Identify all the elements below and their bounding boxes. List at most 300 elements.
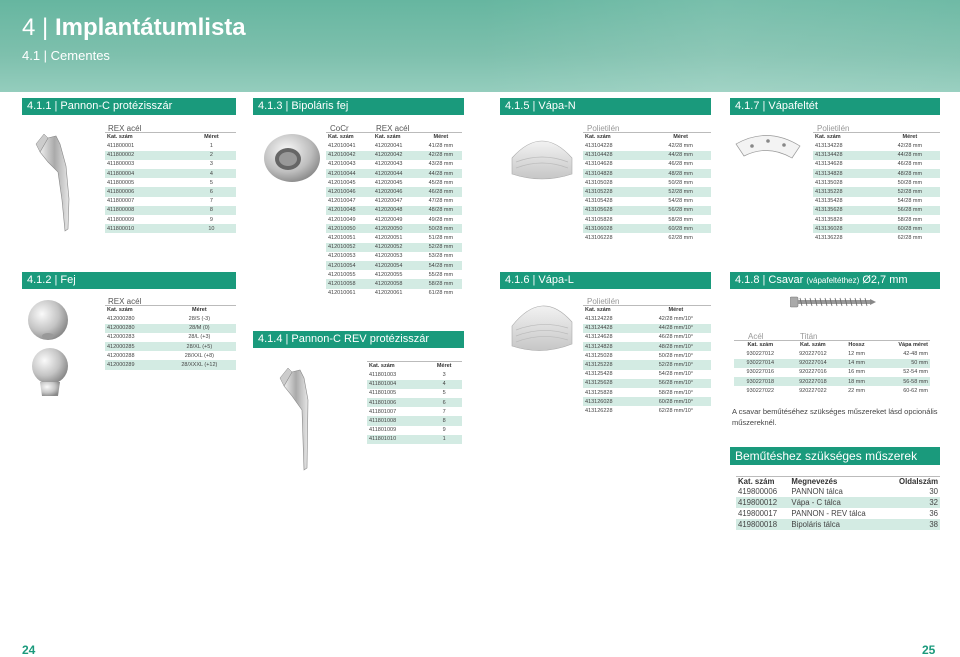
- table-row: [813, 187, 940, 196]
- table-cell: 52/28 mm: [650, 187, 711, 196]
- table-cell: 413124628: [585, 334, 613, 341]
- table-row: [367, 407, 462, 416]
- table-cell: 52/28 mm/10°: [641, 360, 711, 369]
- table-row: [583, 324, 711, 333]
- table-cell: 412010051: [328, 234, 356, 241]
- col-meret: Méret: [641, 306, 711, 315]
- table-row: [736, 508, 940, 519]
- table-cell: 413136228: [815, 234, 843, 241]
- table-cell: 413135028: [815, 179, 843, 186]
- table-cell: 419800006: [738, 487, 778, 496]
- table-cell: 411800008: [105, 206, 187, 215]
- table-cell: 28/XL (+5): [163, 342, 236, 351]
- table-cell: 419800012: [736, 497, 789, 508]
- table-cell: 10: [187, 224, 236, 233]
- table-cell: 413125228: [583, 360, 641, 369]
- table-row: [326, 215, 462, 224]
- table-cell: 43/28 mm: [428, 161, 454, 168]
- table-cell: 413105428: [585, 198, 613, 205]
- table-row: [734, 386, 930, 395]
- table-row: [326, 270, 462, 279]
- table-cell: 62/28 mm/10°: [658, 407, 694, 414]
- section-4-1-8: 4.1.8 | Csavar (vápafeltéthez) Ø2,7 mm: [730, 272, 940, 289]
- table-row: [326, 233, 462, 242]
- table-cell: 412020052: [373, 243, 420, 252]
- table-cell: 413104628: [585, 161, 613, 168]
- table-cell: 7: [442, 408, 446, 415]
- table-cell: 930227018: [734, 377, 787, 386]
- table-cell: 920227014: [787, 359, 840, 368]
- table-cell: 920227022: [799, 387, 827, 394]
- table-row: [813, 197, 940, 206]
- table-row: [326, 279, 462, 288]
- tools-table: [736, 476, 940, 530]
- table-row: [813, 151, 940, 160]
- table-cell: 42/28 mm: [897, 143, 923, 150]
- table-row: [583, 151, 711, 160]
- table-cell: 60-62 mm: [903, 387, 928, 394]
- table-cell: 411800002: [105, 151, 187, 160]
- screw-table: [734, 340, 930, 395]
- table-cell: 3: [442, 372, 446, 379]
- table-row: [734, 359, 930, 368]
- table-row: [367, 416, 462, 425]
- table-cell: 14 mm: [839, 359, 874, 368]
- table-row: [813, 233, 940, 242]
- table-cell: 412010054: [326, 261, 373, 270]
- table-cell: 30: [929, 487, 938, 496]
- table-cell: 411800009: [107, 216, 135, 223]
- table-cell: 413105228: [583, 187, 650, 196]
- table-row: [813, 206, 940, 215]
- table-row: [105, 151, 236, 160]
- table-cell: 18 mm: [839, 377, 874, 386]
- table-row: [105, 315, 236, 324]
- table-cell: 42/28 mm: [668, 143, 693, 150]
- table-cell: Vápa - C tálca: [789, 497, 886, 508]
- table-cell: 46/28 mm/10°: [658, 334, 694, 341]
- screw-note: A csavar beműtéséhez szükséges műszereket lásd opcionális műszereknél.: [732, 407, 938, 427]
- table-cell: 50/28 mm: [668, 179, 693, 186]
- table-cell: 413105028: [585, 179, 613, 186]
- table-row: [326, 252, 462, 261]
- table-cell: 8: [426, 416, 462, 425]
- table-cell: 412020050: [373, 224, 420, 233]
- table-cell: 412000289: [105, 360, 163, 369]
- table-cell: 930227016: [746, 369, 775, 376]
- table-row: [813, 178, 940, 187]
- table-cell: 412020047: [374, 198, 403, 205]
- table-row: [326, 243, 462, 252]
- table-row: [734, 368, 930, 377]
- table-cell: 413125428: [585, 371, 613, 378]
- table-cell: 413125828: [585, 389, 613, 396]
- table-cell: 413106228: [585, 234, 613, 241]
- table-row: [583, 342, 711, 351]
- table-cell: 412010049: [328, 216, 356, 223]
- table-cell: 412010047: [328, 198, 356, 205]
- table-cell: 44/28 mm/10°: [641, 324, 711, 333]
- table-cell: 419800017: [738, 509, 778, 518]
- stem-image: [34, 124, 84, 234]
- table-cell: 44/28 mm: [650, 151, 711, 160]
- table-cell: 60/28 mm/10°: [641, 397, 711, 406]
- table-row: [736, 497, 940, 508]
- table-cell: 8: [187, 206, 236, 215]
- table-cell: 58/28 mm/10°: [658, 389, 694, 396]
- table-cell: 412020041: [374, 143, 403, 150]
- vapafeltet-image: [732, 132, 804, 172]
- table-cell: 413126028: [583, 397, 641, 406]
- table-row: [326, 142, 462, 151]
- table-cell: 411801010: [367, 435, 426, 444]
- col-kat-acel: Kat. szám: [734, 341, 787, 350]
- col-kat: Kat. szám: [736, 477, 789, 487]
- table-cell: Bipoláris tálca: [789, 519, 886, 530]
- table-cell: 62/28 mm: [897, 234, 923, 241]
- vapa-n-image: [508, 130, 576, 186]
- table-cell: 62/28 mm: [668, 234, 693, 241]
- table-row: [367, 389, 462, 398]
- table-cell: 50 mm: [874, 359, 930, 368]
- table-cell: 413135828: [815, 216, 843, 223]
- table-cell: 16 mm: [848, 369, 865, 376]
- table-row: [583, 169, 711, 178]
- table-cell: 9: [442, 427, 446, 434]
- table-cell: 55/28 mm: [428, 271, 454, 278]
- table-cell: 412020054: [373, 261, 420, 270]
- col-kat: Kat. szám: [583, 133, 650, 142]
- table-cell: 56/28 mm: [880, 206, 940, 215]
- table-cell: 54/28 mm/10°: [658, 371, 694, 378]
- table-row: [367, 426, 462, 435]
- table-cell: 3: [209, 161, 213, 168]
- table-cell: 411800003: [107, 161, 135, 168]
- table-cell: 52/28 mm: [420, 243, 462, 252]
- table-cell: 413135428: [815, 198, 843, 205]
- table-cell: 412020044: [373, 169, 420, 178]
- table-row: [583, 206, 711, 215]
- table-cell: 28/L (+3): [188, 334, 211, 341]
- table-row: [326, 289, 462, 298]
- table-row: [105, 351, 236, 360]
- table-cell: 56-58 mm: [874, 377, 930, 386]
- table-row: [367, 371, 462, 380]
- table-cell: 412010052: [326, 243, 373, 252]
- table-cell: 413136028: [813, 224, 880, 233]
- table-cell: 412020058: [373, 279, 420, 288]
- chapter-title: 4 | Implantátumlista: [22, 14, 246, 41]
- table-row: [105, 197, 236, 206]
- group-polietilen-feltet: Polietilén: [817, 124, 850, 133]
- col-vapa-meret: Vápa méret: [874, 341, 930, 350]
- table-cell: 412020051: [374, 234, 403, 241]
- table-cell: 28/XXL (+8): [184, 352, 215, 359]
- table-cell: 930227012: [746, 351, 775, 358]
- table-cell: 413135628: [813, 206, 880, 215]
- table-cell: 411801008: [367, 416, 426, 425]
- table-cell: 412000283: [107, 334, 135, 341]
- table-row: [583, 360, 711, 369]
- table-row: [813, 215, 940, 224]
- table-cell: 413104428: [583, 151, 650, 160]
- table-cell: 413135228: [813, 187, 880, 196]
- table-cell: 412010046: [326, 187, 373, 196]
- table-cell: 413124428: [583, 324, 641, 333]
- table-cell: 412020046: [373, 187, 420, 196]
- table-cell: 54/28 mm: [420, 261, 462, 270]
- table-cell: 32: [887, 497, 940, 508]
- head-image: [26, 296, 74, 400]
- table-row: [734, 350, 930, 359]
- table-cell: 411800004: [105, 169, 187, 178]
- table-cell: 61/28 mm: [428, 290, 454, 297]
- table-cell: 413126228: [585, 407, 613, 414]
- table-row: [813, 142, 940, 151]
- table-cell: 411801006: [367, 398, 426, 407]
- table-cell: 411801003: [369, 372, 397, 379]
- table-row: [326, 261, 462, 270]
- table-cell: 28/S (-3): [188, 316, 211, 323]
- table-cell: 49/28 mm: [428, 216, 454, 223]
- col-kat: Kat. szám: [105, 306, 163, 315]
- table-cell: 413134428: [813, 151, 880, 160]
- table-row: [326, 187, 462, 196]
- table-row: [105, 187, 236, 196]
- col-meret: Méret: [163, 306, 236, 315]
- table-row: [583, 142, 711, 151]
- table-cell: 920227016: [799, 369, 827, 376]
- section-4-1-6: 4.1.6 | Vápa-L: [500, 272, 711, 289]
- table-cell: 412020048: [373, 206, 420, 215]
- table-cell: 413124228: [585, 316, 613, 323]
- table-row: [813, 169, 940, 178]
- col-oldalszam: Oldalszám: [887, 477, 940, 487]
- table-cell: 51/28 mm: [428, 234, 454, 241]
- group-cocr: CoCr: [330, 124, 349, 133]
- table-cell: 46/28 mm: [897, 161, 923, 168]
- vapafeltet-table: [813, 132, 940, 243]
- table-cell: 413105628: [583, 206, 650, 215]
- table-cell: 4: [426, 380, 462, 389]
- col-kat-titan: Kat. szám: [787, 341, 840, 350]
- table-cell: 411801005: [369, 390, 397, 397]
- table-cell: 46/28 mm: [668, 161, 693, 168]
- table-cell: 412020045: [374, 179, 403, 186]
- table-cell: 42-48 mm: [903, 351, 928, 358]
- table-row: [367, 380, 462, 389]
- table-cell: 412020042: [373, 151, 420, 160]
- table-cell: 48/28 mm/10°: [641, 342, 711, 351]
- table-cell: 412020053: [374, 253, 403, 260]
- table-cell: 1: [209, 143, 213, 150]
- table-cell: 412000280: [107, 316, 135, 323]
- table-row: [105, 160, 236, 169]
- table-cell: PANNON tálca: [791, 487, 843, 496]
- table-cell: 411801004: [367, 380, 426, 389]
- stem-table: [105, 132, 236, 233]
- table-cell: 48/28 mm: [420, 206, 462, 215]
- table-cell: 56/28 mm: [650, 206, 711, 215]
- table-cell: 412010044: [326, 169, 373, 178]
- table-cell: 7: [209, 198, 213, 205]
- table-cell: 4: [187, 169, 236, 178]
- table-row: [736, 486, 940, 497]
- table-cell: 412000288: [107, 352, 135, 359]
- table-cell: 412010055: [328, 271, 356, 278]
- table-cell: 412010043: [328, 161, 356, 168]
- table-row: [326, 151, 462, 160]
- col-megnevezes: Megnevezés: [789, 477, 886, 487]
- table-cell: 412010058: [326, 279, 373, 288]
- table-row: [105, 342, 236, 351]
- table-cell: 38: [887, 519, 940, 530]
- table-cell: 412010045: [328, 179, 356, 186]
- table-row: [813, 224, 940, 233]
- table-cell: 411801009: [369, 427, 397, 434]
- table-row: [583, 333, 711, 342]
- table-row: [105, 169, 236, 178]
- table-cell: 1: [426, 435, 462, 444]
- table-cell: 54/28 mm: [897, 198, 923, 205]
- table-cell: 50/28 mm/10°: [658, 352, 694, 359]
- table-cell: 60/28 mm: [650, 224, 711, 233]
- bipolar-table: [326, 132, 462, 298]
- section-4-1-2: 4.1.2 | Fej: [22, 272, 236, 289]
- vapa-n-table: [583, 132, 711, 243]
- table-row: [583, 233, 711, 242]
- table-row: [583, 370, 711, 379]
- table-row: [105, 142, 236, 151]
- group-titan: Titán: [800, 332, 818, 341]
- table-cell: 412010048: [326, 206, 373, 215]
- table-cell: 5: [209, 179, 213, 186]
- table-cell: 48/28 mm: [650, 169, 711, 178]
- vapa-l-image: [508, 296, 576, 360]
- table-cell: 412010041: [328, 143, 356, 150]
- table-cell: 60/28 mm: [880, 224, 940, 233]
- table-row: [105, 178, 236, 187]
- table-cell: 36: [929, 509, 938, 518]
- table-cell: 2: [187, 151, 236, 160]
- table-cell: 413104828: [583, 169, 650, 178]
- table-cell: 413105828: [585, 216, 613, 223]
- table-cell: 412020055: [374, 271, 403, 278]
- table-cell: 12 mm: [848, 351, 865, 358]
- group-polietilen-l: Polietilén: [587, 297, 620, 306]
- table-cell: 28/M (0): [163, 324, 236, 333]
- table-row: [583, 406, 711, 415]
- table-cell: 53/28 mm: [428, 253, 454, 260]
- group-acel: Acél: [748, 332, 764, 341]
- table-cell: 419800018: [736, 519, 789, 530]
- rev-stem-image: [278, 360, 326, 472]
- col-meret: Méret: [650, 133, 711, 142]
- table-cell: 52/28 mm: [880, 187, 940, 196]
- chapter-subtitle: 4.1 | Cementes: [22, 48, 110, 63]
- table-cell: 52-54 mm: [903, 369, 928, 376]
- table-row: [326, 224, 462, 233]
- col-kat-cocr: Kat. szám: [326, 133, 373, 142]
- tools-section: Beműtéshez szükséges műszerek: [730, 447, 940, 465]
- table-cell: 412010053: [328, 253, 356, 260]
- col-kat-rex: Kat. szám: [373, 133, 420, 142]
- table-cell: 5: [442, 390, 446, 397]
- table-cell: 411801007: [369, 408, 397, 415]
- table-row: [326, 160, 462, 169]
- table-row: [367, 398, 462, 407]
- table-cell: 9: [209, 216, 213, 223]
- table-cell: 6: [426, 398, 462, 407]
- table-row: [105, 215, 236, 224]
- table-cell: 6: [187, 187, 236, 196]
- section-4-1-7: 4.1.7 | Vápafeltét: [730, 98, 940, 115]
- table-cell: 50/28 mm: [897, 179, 923, 186]
- table-cell: 920227018: [787, 377, 840, 386]
- table-cell: 412000280: [105, 324, 163, 333]
- table-row: [105, 206, 236, 215]
- table-cell: 54/28 mm: [668, 198, 693, 205]
- table-cell: 41/28 mm: [428, 143, 454, 150]
- table-cell: 411800005: [107, 179, 135, 186]
- table-cell: 44/28 mm: [420, 169, 462, 178]
- vapa-l-table: [583, 305, 711, 416]
- table-row: [736, 519, 940, 530]
- table-cell: 413104228: [585, 143, 613, 150]
- table-row: [813, 160, 940, 169]
- table-cell: 411800010: [105, 224, 187, 233]
- table-cell: 413125028: [585, 352, 613, 359]
- table-row: [367, 435, 462, 444]
- table-cell: 46/28 mm: [420, 187, 462, 196]
- head-table: [105, 305, 236, 370]
- table-row: [583, 197, 711, 206]
- table-cell: 930227014: [734, 359, 787, 368]
- section-4-1-3: 4.1.3 | Bipoláris fej: [253, 98, 464, 115]
- table-cell: 45/28 mm: [428, 179, 454, 186]
- table-row: [105, 360, 236, 369]
- page-number-left: 24: [22, 643, 36, 657]
- table-cell: 412000285: [105, 342, 163, 351]
- table-row: [734, 377, 930, 386]
- table-row: [583, 388, 711, 397]
- col-meret: Méret: [187, 133, 236, 142]
- table-cell: 50/28 mm: [420, 224, 462, 233]
- table-row: [583, 178, 711, 187]
- col-hossz: Hossz: [839, 341, 874, 350]
- table-cell: 58/28 mm: [420, 279, 462, 288]
- table-row: [583, 224, 711, 233]
- table-cell: 413134628: [815, 161, 843, 168]
- table-row: [583, 379, 711, 388]
- table-row: [583, 215, 711, 224]
- table-cell: 42/28 mm/10°: [658, 316, 694, 323]
- table-row: [583, 351, 711, 360]
- section-4-1-4: 4.1.4 | Pannon-C REV protézisszár: [253, 331, 464, 348]
- col-kat: Kat. szám: [105, 133, 187, 142]
- table-cell: 411800006: [105, 187, 187, 196]
- group-rex-head: REX acél: [108, 297, 142, 306]
- table-cell: 412020049: [374, 216, 403, 223]
- col-kat: Kat. szám: [813, 133, 880, 142]
- table-cell: 56/28 mm/10°: [641, 379, 711, 388]
- table-cell: 412010042: [326, 151, 373, 160]
- group-rex: REX acél: [108, 124, 142, 133]
- table-row: [583, 187, 711, 196]
- table-cell: 47/28 mm: [428, 198, 454, 205]
- table-row: [326, 197, 462, 206]
- group-polietilen-n: Polietilén: [587, 124, 620, 133]
